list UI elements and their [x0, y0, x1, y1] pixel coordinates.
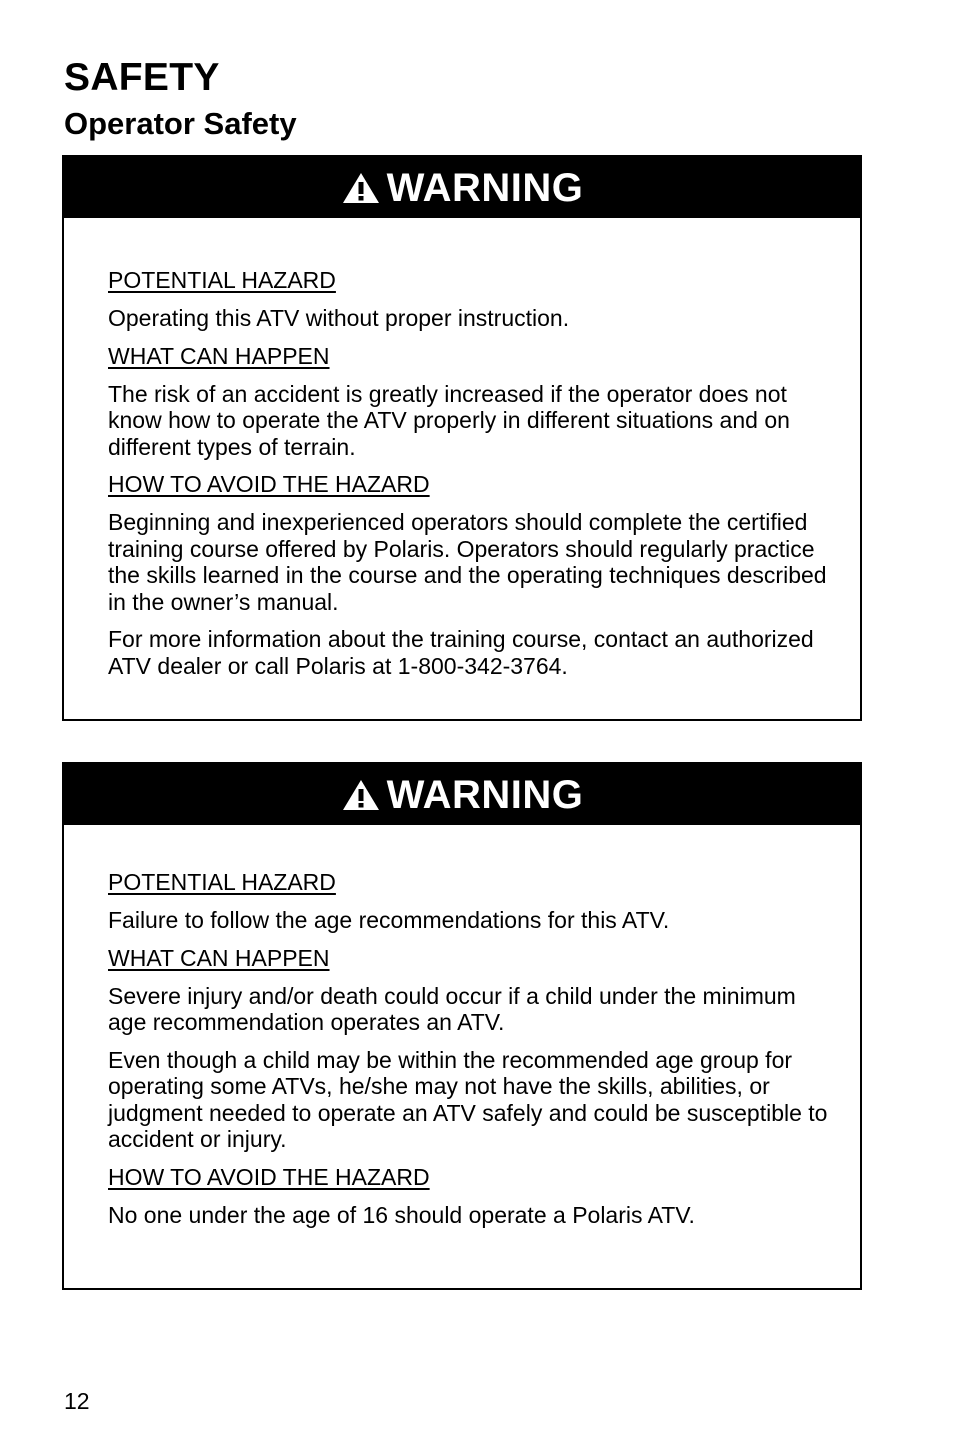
- how-to-avoid-text: No one under the age of 16 should operate a Polaris ATV.: [108, 1201, 695, 1228]
- warning-box-age-recommendation: [62, 762, 862, 1290]
- hazard-heading: POTENTIAL HAZARD: [108, 869, 336, 895]
- page-subtitle: Operator Safety: [64, 106, 297, 141]
- how-to-avoid-heading: HOW TO AVOID THE HAZARD: [108, 1163, 430, 1190]
- warning-body: [108, 267, 838, 690]
- warning-triangle-icon: [341, 778, 381, 812]
- training-contact-text: For more information about the training course, contact an authorized ATV dealer or call Polaris at 1-800-342-3764.: [108, 626, 814, 679]
- warning-body: [108, 869, 838, 1239]
- what-can-happen-text: Severe injury and/or death could occur if a child under the minimum age recommendation operates an ATV.: [108, 982, 796, 1035]
- warning-label: WARNING: [386, 165, 584, 210]
- warning-box-operator-instruction: [62, 155, 862, 721]
- age-group-text: Even though a child may be within the recommended age group for operating some ATVs, he/she may not have the skills, abilities, or judgment needed to operate an ATV safely and could be susceptible to accident or injury.: [108, 1046, 828, 1152]
- warning-triangle-icon: [341, 171, 381, 205]
- page-number: 12: [64, 1388, 90, 1414]
- warning-header: [64, 157, 860, 218]
- what-can-happen-text: The risk of an accident is greatly increased if the operator does not know how to operate the ATV properly in different situations and on different types of terrain.: [108, 380, 790, 460]
- warning-label: WARNING: [386, 772, 584, 817]
- page-title: SAFETY: [64, 56, 220, 99]
- what-can-happen-heading: WHAT CAN HAPPEN: [108, 944, 330, 971]
- how-to-avoid-heading: HOW TO AVOID THE HAZARD: [108, 471, 430, 497]
- hazard-text: Failure to follow the age recommendations for this ATV.: [108, 907, 670, 933]
- warning-header: [64, 764, 860, 825]
- hazard-text: Operating this ATV without proper instruction.: [108, 305, 570, 331]
- what-can-happen-heading: WHAT CAN HAPPEN: [108, 342, 330, 369]
- how-to-avoid-text: Beginning and inexperienced operators should complete the certified training course offered by Polaris. Operators should regularly practice the skills learned in the course and the operating techniques described in the owner’s manual.: [108, 509, 827, 615]
- hazard-heading: POTENTIAL HAZARD: [108, 267, 336, 293]
